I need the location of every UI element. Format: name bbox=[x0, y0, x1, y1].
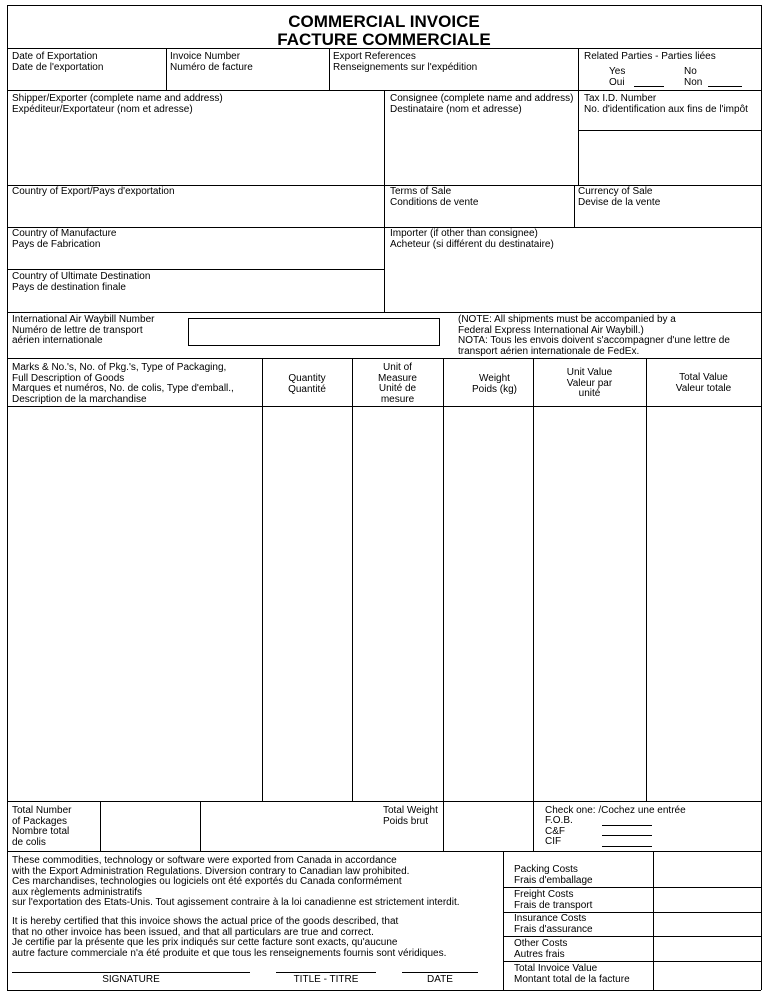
country-of-manufacture-label: Country of Manufacture Pays de Fabrication bbox=[12, 228, 117, 250]
export-declaration: These commodities, technology or software were exported from Canada in accordance with the Export Administration Regulations. Diversion contrary to Canadian law prohibited. Ces marchandises, technologies ou logiciels ont été exportés du Canada conformément aux règlements administratifs sur l'exportation des Etats-Unis. Tout agissement contraire à la loi canadienne est strictement interdit. bbox=[12, 855, 460, 908]
total-weight-label: Total Weight Poids brut bbox=[383, 805, 438, 827]
total-value-column-header: Total Value Valeur totale bbox=[675, 372, 732, 394]
rule bbox=[7, 312, 761, 313]
shipper-label: Shipper/Exporter (complete name and address) Expéditeur/Exportateur (nom et adresse) bbox=[12, 93, 223, 115]
tax-id-label: Tax I.D. Number No. d'identification aux fins de l'impôt bbox=[584, 93, 748, 115]
divider bbox=[329, 48, 330, 90]
air-waybill-input[interactable] bbox=[188, 318, 440, 346]
divider bbox=[503, 851, 504, 990]
insurance-costs-label: Insurance Costs Frais d'assurance bbox=[514, 913, 593, 935]
divider bbox=[574, 185, 575, 227]
related-no-blank[interactable] bbox=[708, 86, 742, 87]
related-yes-blank[interactable] bbox=[634, 86, 664, 87]
rule bbox=[7, 269, 384, 270]
date-label: DATE bbox=[427, 974, 453, 985]
freight-costs-label: Freight Costs Frais de transport bbox=[514, 889, 593, 911]
divider bbox=[352, 358, 353, 801]
signature-label: SIGNATURE bbox=[102, 974, 160, 985]
packing-costs-label: Packing Costs Frais d'emballage bbox=[514, 864, 593, 886]
title-line[interactable] bbox=[276, 972, 376, 973]
form-title-en: COMMERCIAL INVOICE bbox=[288, 12, 480, 31]
border-left bbox=[7, 5, 8, 990]
rule bbox=[503, 961, 761, 962]
title-label: TITLE - TITRE bbox=[293, 974, 359, 985]
divider bbox=[166, 48, 167, 90]
date-line[interactable] bbox=[402, 972, 478, 973]
total-invoice-value-label: Total Invoice Value Montant total de la facture bbox=[514, 963, 630, 985]
air-waybill-note: (NOTE: All shipments must be accompanied by a Federal Express International Air Waybill.) NOTA: Tous les envois doivent s'accompagner d'une lettre de transport aérien internationale de FedEx. bbox=[458, 314, 730, 357]
export-references-label: Export References Renseignements sur l'expédition bbox=[333, 51, 478, 73]
signature-line[interactable] bbox=[12, 972, 250, 973]
terms-of-sale-label: Terms of Sale Conditions de vente bbox=[390, 186, 479, 208]
date-of-exportation-label: Date of Exportation Date de l'exportation bbox=[12, 51, 104, 73]
country-of-export-label: Country of Export/Pays d'exportation bbox=[12, 186, 175, 197]
divider bbox=[533, 358, 534, 801]
border-bottom bbox=[7, 990, 761, 991]
related-yes-label: Yes Oui bbox=[609, 66, 626, 88]
cf-blank[interactable] bbox=[602, 835, 652, 836]
rule bbox=[7, 851, 761, 852]
rule bbox=[7, 406, 761, 407]
air-waybill-label: International Air Waybill Number Numéro de lettre de transport aérien internationale bbox=[12, 314, 155, 346]
marks-column-header: Marks & No.'s, No. of Pkg.'s, Type of Packaging, Full Description of Goods Marques et numéros, No. de colis, Type d'emball., Description de la marchandise bbox=[12, 362, 234, 405]
other-costs-label: Other Costs Autres frais bbox=[514, 938, 568, 960]
divider bbox=[443, 358, 444, 851]
divider bbox=[384, 90, 385, 312]
rule bbox=[7, 227, 761, 228]
rule-under-title bbox=[7, 48, 761, 49]
related-no-label: No Non bbox=[684, 66, 703, 88]
unit-measure-column-header: Unit of Measure Unité de mesure bbox=[378, 362, 417, 405]
border-right bbox=[761, 5, 762, 990]
consignee-label: Consignee (complete name and address) Destinataire (nom et adresse) bbox=[390, 93, 574, 115]
divider bbox=[653, 851, 654, 990]
divider bbox=[646, 358, 647, 801]
divider bbox=[533, 801, 534, 851]
rule bbox=[503, 936, 761, 937]
country-of-destination-label: Country of Ultimate Destination Pays de destination finale bbox=[12, 271, 151, 293]
certification-statement: It is hereby certified that this invoice shows the actual price of the goods described, that that no other invoice has been issued, and that all particulars are true and correct. Je certifie par la présente que les prix indiqués sur cette facture sont exacts, qu'aucune autre facture commerciale n'a été produite et que tous les renseignements fournis sont véridiques. bbox=[12, 916, 447, 959]
related-parties-label: Related Parties - Parties liées bbox=[584, 51, 716, 62]
rule bbox=[7, 801, 761, 802]
rule bbox=[578, 130, 761, 131]
unit-value-column-header: Unit Value Valeur par unité bbox=[566, 367, 613, 399]
check-one-label: Check one: /Cochez une entrée bbox=[545, 805, 686, 816]
divider bbox=[262, 358, 263, 801]
rule bbox=[7, 358, 761, 359]
quantity-column-header: Quantity Quantité bbox=[288, 373, 326, 395]
incoterm-options: F.O.B. C&F CIF bbox=[545, 815, 573, 847]
divider bbox=[578, 90, 579, 185]
divider bbox=[100, 801, 101, 851]
importer-label: Importer (if other than consignee) Acheteur (si différent du destinataire) bbox=[390, 228, 554, 250]
divider bbox=[578, 48, 579, 90]
weight-column-header: Weight Poids (kg) bbox=[471, 373, 517, 395]
total-packages-label: Total Number of Packages Nombre total de colis bbox=[12, 805, 72, 848]
border-top bbox=[7, 5, 761, 6]
divider bbox=[200, 801, 201, 851]
invoice-number-label: Invoice Number Numéro de facture bbox=[170, 51, 253, 73]
fob-blank[interactable] bbox=[602, 825, 652, 826]
cif-blank[interactable] bbox=[602, 846, 652, 847]
currency-of-sale-label: Currency of Sale Devise de la vente bbox=[578, 186, 661, 208]
form-title-fr: FACTURE COMMERCIALE bbox=[277, 30, 491, 49]
rule bbox=[503, 887, 761, 888]
